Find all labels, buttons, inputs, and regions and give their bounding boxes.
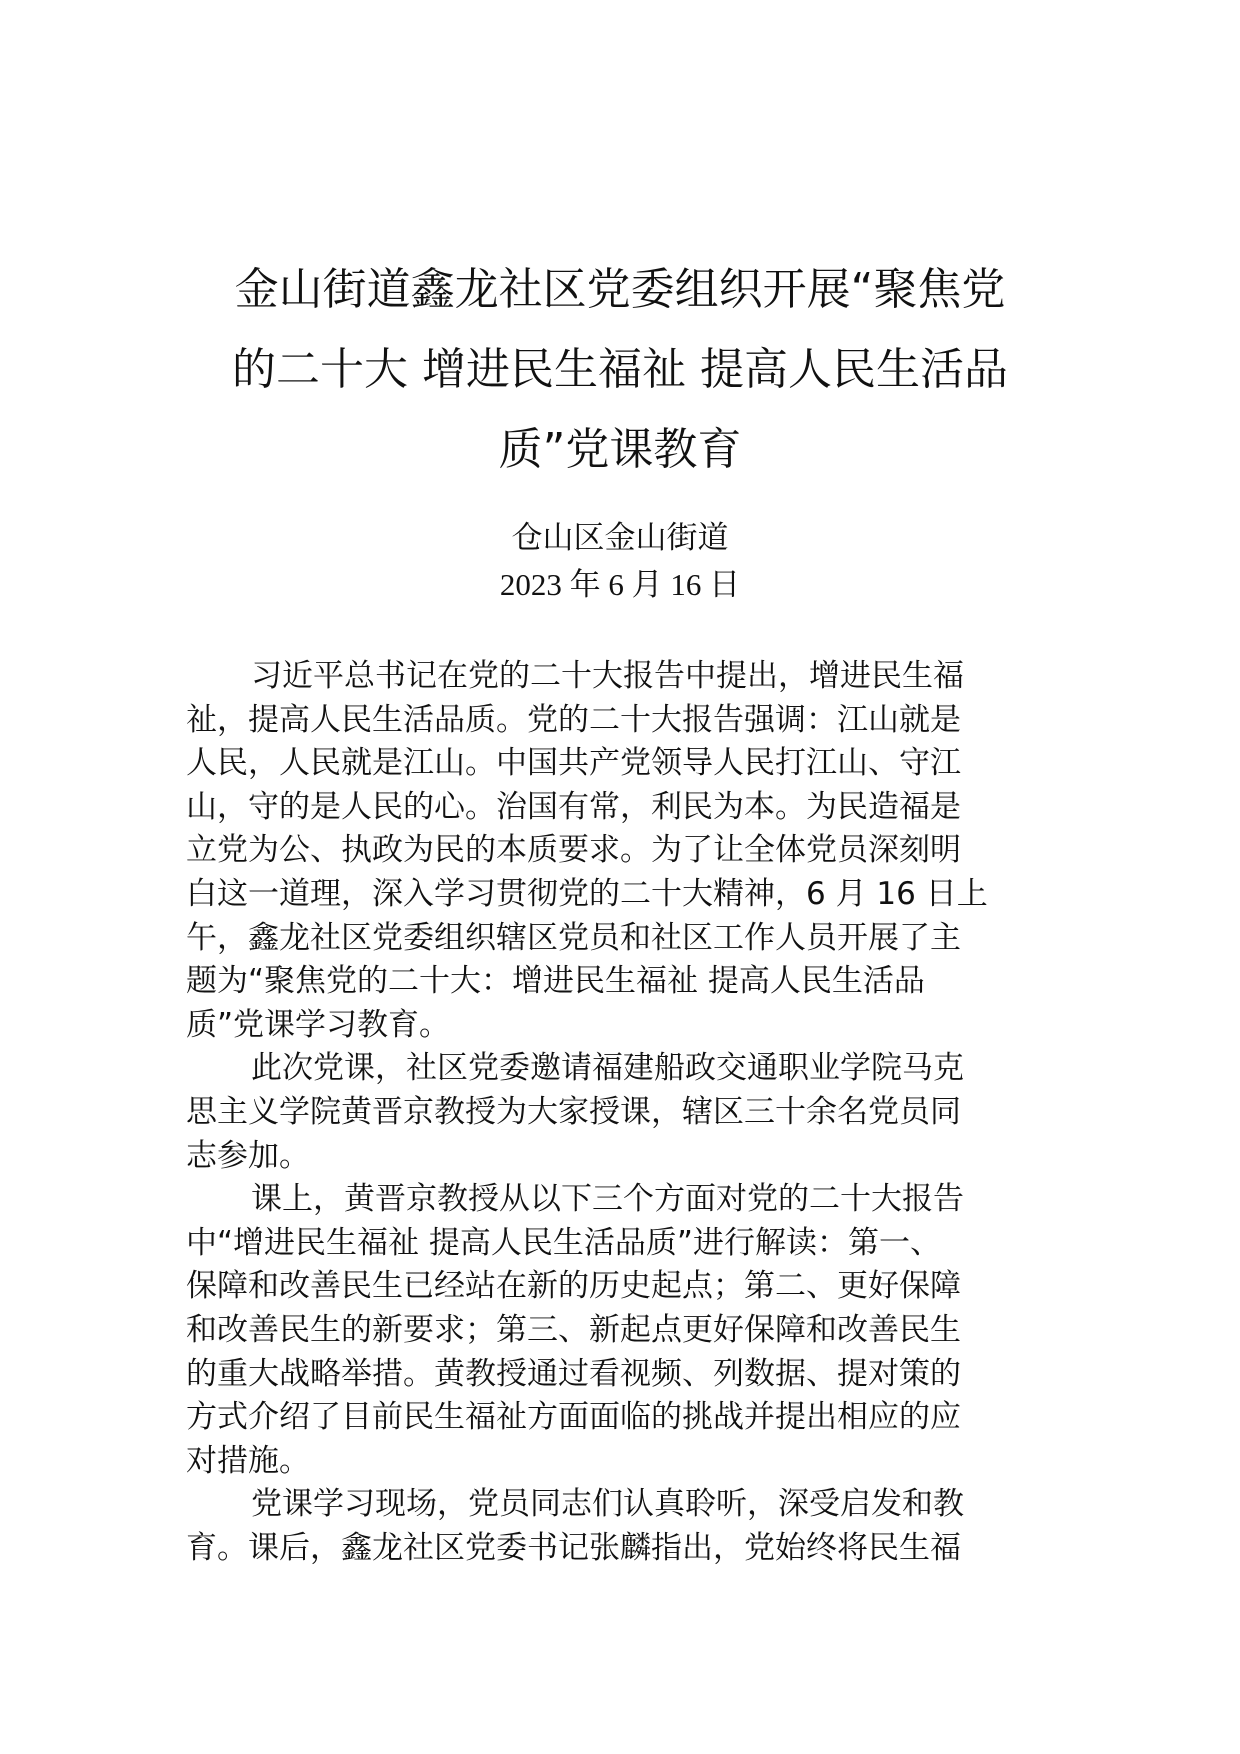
- paragraph-line: 中“增进民生福祉 提高人民生活品质”进行解读：第一、: [186, 1224, 941, 1261]
- paragraph-line: 习近平总书记在党的二十大报告中提出，增进民生福: [251, 658, 964, 694]
- publication-date: 2023 年 6 月 16 日: [499, 567, 741, 602]
- issuing-organization: 仓山区金山街道: [511, 520, 729, 556]
- article-body: [186, 655, 1056, 1570]
- paragraph-line: 和改善民生的新要求；第三、新起点更好保障和改善民生: [186, 1311, 961, 1348]
- paragraph-line: 山，守的是人民的心。治国有常，利民为本。为民造福是: [186, 788, 961, 825]
- paragraph-line: 对措施。: [186, 1442, 310, 1479]
- paragraph-line: 此次党课，社区党委邀请福建船政交通职业学院马克: [251, 1050, 964, 1087]
- paragraph-line: 志参加。: [186, 1137, 310, 1174]
- title-line: 质”党课教育: [498, 424, 742, 475]
- paragraph-line: 党课学习现场，党员同志们认真聆听，深受启发和教: [251, 1486, 964, 1523]
- paragraph-line: 午，鑫龙社区党委组织辖区党员和社区工作人员开展了主: [186, 919, 961, 956]
- paragraph-line: 立党为公、执政为民的本质要求。为了让全体党员深刻明: [186, 832, 961, 869]
- title-line: 金山街道鑫龙社区党委组织开展“聚焦党: [234, 264, 1006, 315]
- title-line: 的二十大 增进民生福祉 提高人民生活品: [232, 344, 1008, 395]
- paragraph-line: 课上，黄晋京教授从以下三个方面对党的二十大报告: [251, 1181, 964, 1218]
- paragraph-line: 祉，提高人民生活品质。党的二十大报告强调：江山就是: [186, 701, 961, 738]
- paragraph-line: 质”党课学习教育。: [186, 1006, 451, 1043]
- paragraph-line: 人民，人民就是江山。中国共产党领导人民打江山、守江: [186, 745, 961, 782]
- paragraph-line: 白这一道理，深入学习贯彻党的二十大精神，6 月 16 日上: [186, 875, 988, 912]
- paragraph-line: 保障和改善民生已经站在新的历史起点；第二、更好保障: [186, 1268, 961, 1305]
- paragraph-line: 方式介绍了目前民生福祉方面面临的挑战并提出相应的应: [186, 1399, 961, 1436]
- paragraph-line: 的重大战略举措。黄教授通过看视频、列数据、提对策的: [186, 1355, 961, 1392]
- paragraph-line: 育。课后，鑫龙社区党委书记张麟指出，党始终将民生福: [186, 1529, 961, 1566]
- paragraph-line: 思主义学院黄晋京教授为大家授课，辖区三十余名党员同: [186, 1093, 961, 1130]
- document-title: [190, 250, 1050, 490]
- paragraph-line: 题为“聚焦党的二十大：增进民生福祉 提高人民生活品: [186, 963, 925, 1000]
